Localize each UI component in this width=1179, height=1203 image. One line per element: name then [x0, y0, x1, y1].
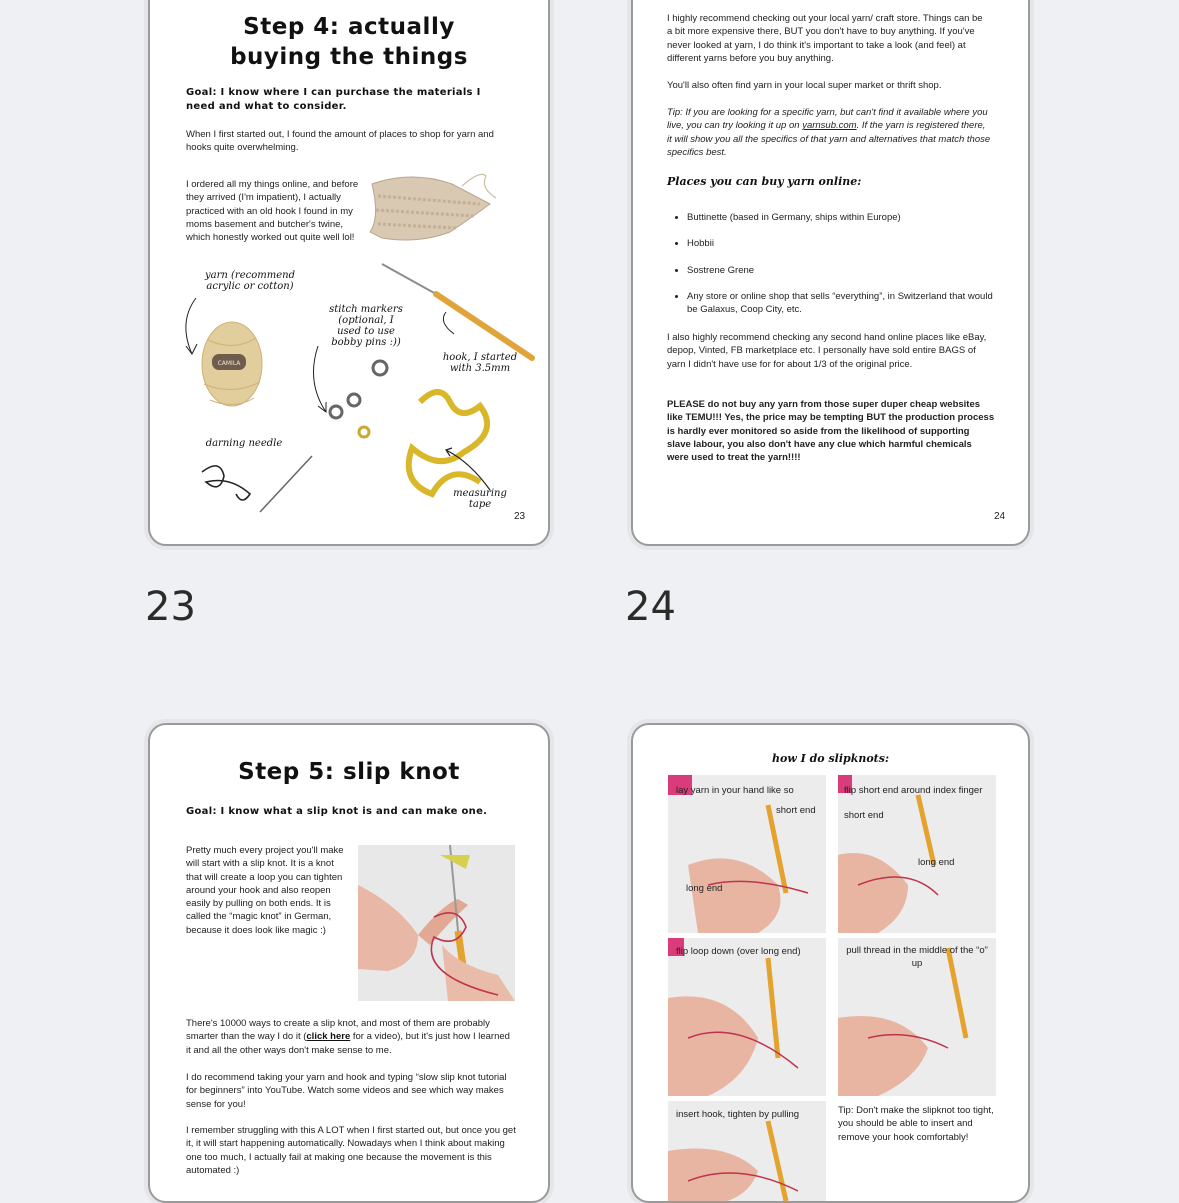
- stitch-markers-label: stitch markers (optional, I used to use bobby pins :)): [329, 304, 403, 348]
- list-item: • Hobbii: [687, 237, 1001, 250]
- slipknot-steps-heading: how I do slipknots:: [772, 752, 889, 765]
- crochet-hook: [382, 264, 436, 294]
- step-photo-5: insert hook, tighten by pulling: [668, 1101, 826, 1203]
- step-photo-3: flip loop down (over long end): [668, 938, 826, 1096]
- paragraph: I ordered all my things online, and before they arrived (I'm impatient), I actually practiced with an old hook I found in my moms basement and butcher's twine, which honestly worked out quite well lol!: [186, 179, 359, 244]
- darning-needle-label: darning needle: [205, 438, 283, 449]
- yarnsub-link[interactable]: yarnsub.com: [802, 120, 857, 132]
- paragraph: Pretty much every project you'll make will start with a slip knot. It is a knot that will create a loop you can tighten around your hook and also reopen easily by pulling on both ends. It is called the “magic knot” in German, because it does look like magic :): [186, 845, 344, 936]
- step-photo-4: pull thread in the middle of the “o” up: [838, 938, 996, 1096]
- list-item: • Any store or online shop that sells “everything”, in Switzerland that would be Galaxus, Coop City, etc.: [687, 290, 1001, 317]
- paragraph: When I first started out, I found the amount of places to shop for yarn and hooks quite overwhelming.: [186, 129, 494, 154]
- page-title: Step 5: slip knot: [238, 759, 460, 785]
- measuring-tape-label: measuring tape: [453, 488, 507, 510]
- tip-text: Tip: If you are looking for a specific yarn, but can't find it available where you live, you can try looking it up on yarnsub.com. If the yarn is registered there, it will show you all the specifics of that yarn and alternatives that match those specifics best.: [667, 107, 991, 158]
- goal-text: Goal: I know where I can purchase the materials I need and what to consider.: [186, 87, 481, 112]
- stitch-markers: [330, 361, 387, 437]
- page-number: 23: [514, 511, 526, 522]
- page-title-line-2: buying the things: [230, 44, 468, 70]
- crochet-swatch: [370, 177, 490, 240]
- measuring-tape: [409, 392, 487, 494]
- paragraph: There's 10000 ways to create a slip knot, and most of them are probably smarter than the way I do it (click here for a video), but it's just how I learned it and all the other ways don't make sense to me.: [186, 1018, 510, 1056]
- step-photo-2: flip short end around index finger short end long end: [838, 775, 996, 933]
- hook-label: hook, I started with 3.5mm: [442, 352, 518, 374]
- list-item: • Buttinette (based in Germany, ships within Europe): [687, 211, 1001, 224]
- paragraph: I highly recommend checking out your local yarn/ craft store. Things can be a bit more expensive there, BUT you don't have to buy anything. If you've never looked at yarn, I do think it's important to take a look (and feel) at different yarns before you buy anything.: [667, 13, 983, 64]
- step-photo-1: lay yarn in your hand like so short end long end: [668, 775, 826, 933]
- tip-text: Tip: Don't make the slipknot too tight, you should be able to insert and remove your hook comfortably!: [838, 1105, 994, 1143]
- paragraph: I also highly recommend checking any second hand online places like eBay, depop, Vinted, FB marketplace etc. I personally have sold entire BAGS of yarn I didn't have use for for about 1/3 of the original price.: [667, 332, 987, 370]
- places-heading: Places you can buy yarn online:: [667, 175, 862, 188]
- list-item: • Sostrene Grene: [687, 264, 1001, 277]
- slip-knot-photo: [358, 845, 515, 1001]
- svg-text:CAMILA: CAMILA: [217, 360, 241, 367]
- page-label-23: 23: [145, 584, 196, 630]
- page-number: 24: [994, 511, 1006, 522]
- page-label-24: 24: [625, 584, 676, 630]
- darning-needle: [260, 456, 312, 512]
- yarn-label: yarn (recommend acrylic or cotton): [205, 270, 295, 292]
- page-thumbnail-24[interactable]: [631, 0, 1030, 546]
- page-title: Step 4: actually: [243, 14, 455, 40]
- paragraph: I do recommend taking your yarn and hook and typing “slow slip knot tutorial for beginners” into YouTube. Watch some videos and see which way makes sense for you!: [186, 1072, 507, 1110]
- video-link[interactable]: click here: [306, 1031, 351, 1043]
- page-thumbnail-25[interactable]: [148, 723, 550, 1203]
- page-thumbnail-23[interactable]: [148, 0, 550, 546]
- paragraph: I remember struggling with this A LOT when I first started out, but once you get it, it will start happening automatically. Nowadays when I think about making one too much, I actually fail at making one because the movement is this automated :): [186, 1125, 516, 1176]
- goal-text: Goal: I know what a slip knot is and can make one.: [186, 806, 488, 817]
- page-thumbnail-26[interactable]: [631, 723, 1030, 1203]
- paragraph: You'll also often find yarn in your local super market or thrift shop.: [667, 80, 942, 91]
- places-list: [671, 211, 1001, 329]
- warning-text: PLEASE do not buy any yarn from those super duper cheap websites like TEMU!!! Yes, the price may be tempting BUT the production process is hardly ever monitored so aside from the likelihood of supporting slave labour, you also don't have any clue which harmful chemicals were used to treat the yarn!!!!: [667, 399, 995, 464]
